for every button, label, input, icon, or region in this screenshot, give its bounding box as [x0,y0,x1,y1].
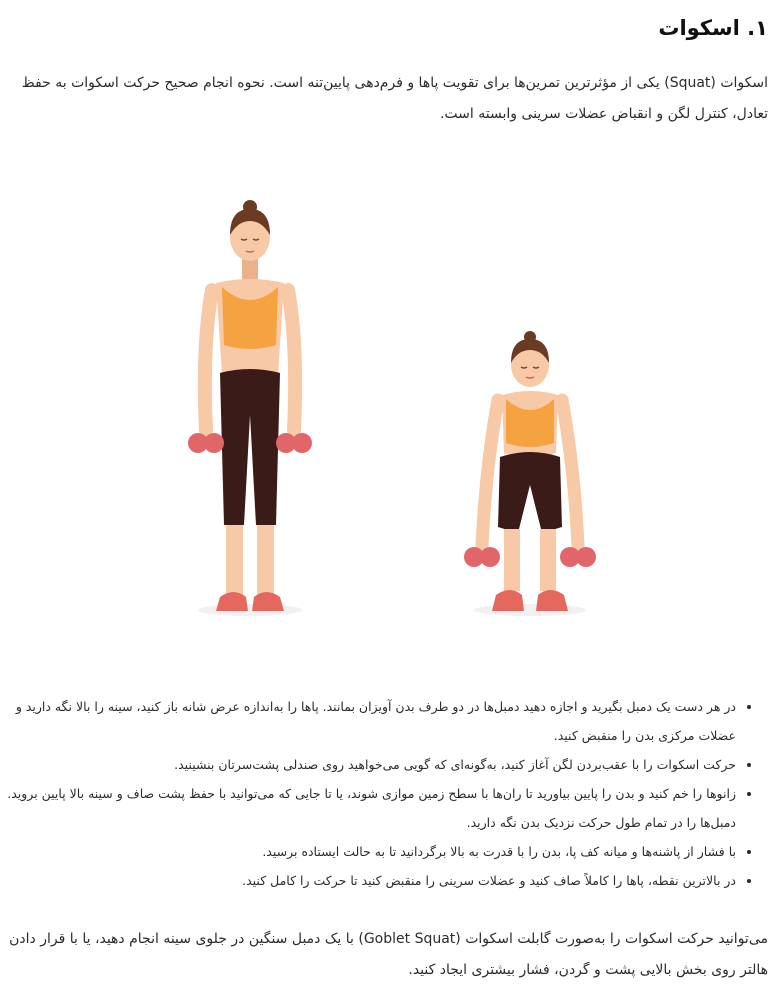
list-item: • زانوها را خم کنید و بدن را پایین بیاورید تا ران‌ها با سطح زمین موازی شوند، یا تا جایی که می‌توانید با حفظ پشت صاف و سینه بالا پایین بروید. دمبل‌ها را در تمام طول حرکت نزدیک بدن نگه دارید. [0,779,736,837]
list-item: • در هر دست یک دمبل بگیرید و اجازه دهید دمبل‌ها در دو طرف بدن آویزان بمانند. پاها را به‌اندازه عرض شانه باز کنید، سینه را بالا نگه دارید و عضلات مرکزی بدن را منقبض کنید. [0,692,736,750]
squatting-figure [464,331,596,616]
list-item: • با فشار از پاشنه‌ها و میانه کف پا، بدن را با قدرت به بالا برگردانید تا به حالت ایستاده برسید. [0,837,736,866]
squat-illustration [150,195,630,655]
intro-paragraph: اسکوات (Squat) یکی از مؤثرترین تمرین‌ها برای تقویت پاها و فرم‌دهی پایین‌تنه است. نحوه انجام صحیح حرکت اسکوات به حفظ تعادل، کنترل لگن و انقباض عضلات سرینی وابسته است. [21,75,768,122]
list-item: • در بالاترین نقطه، پاها را کاملاً صاف کنید و عضلات سرینی را منقبض کنید تا حرکت را کامل کنید. [0,866,736,895]
outro-paragraph: می‌توانید حرکت اسکوات را به‌صورت گابلت اسکوات (Goblet Squat) با یک دمبل سنگین در جلوی سینه انجام دهید، یا با قرار دادن هالتر روی بخش بالایی پشت و گردن، فشار بیشتری ایجاد کنید. [9,931,768,978]
list-item: • حرکت اسکوات را با عقب‌بردن لگن آغاز کنید، به‌گونه‌ای که گویی می‌خواهید روی صندلی پشت‌سرتان بنشینید. [0,750,736,779]
standing-figure [188,200,312,616]
section-heading: ۱. اسکوات [658,16,768,40]
instruction-list [0,692,766,895]
